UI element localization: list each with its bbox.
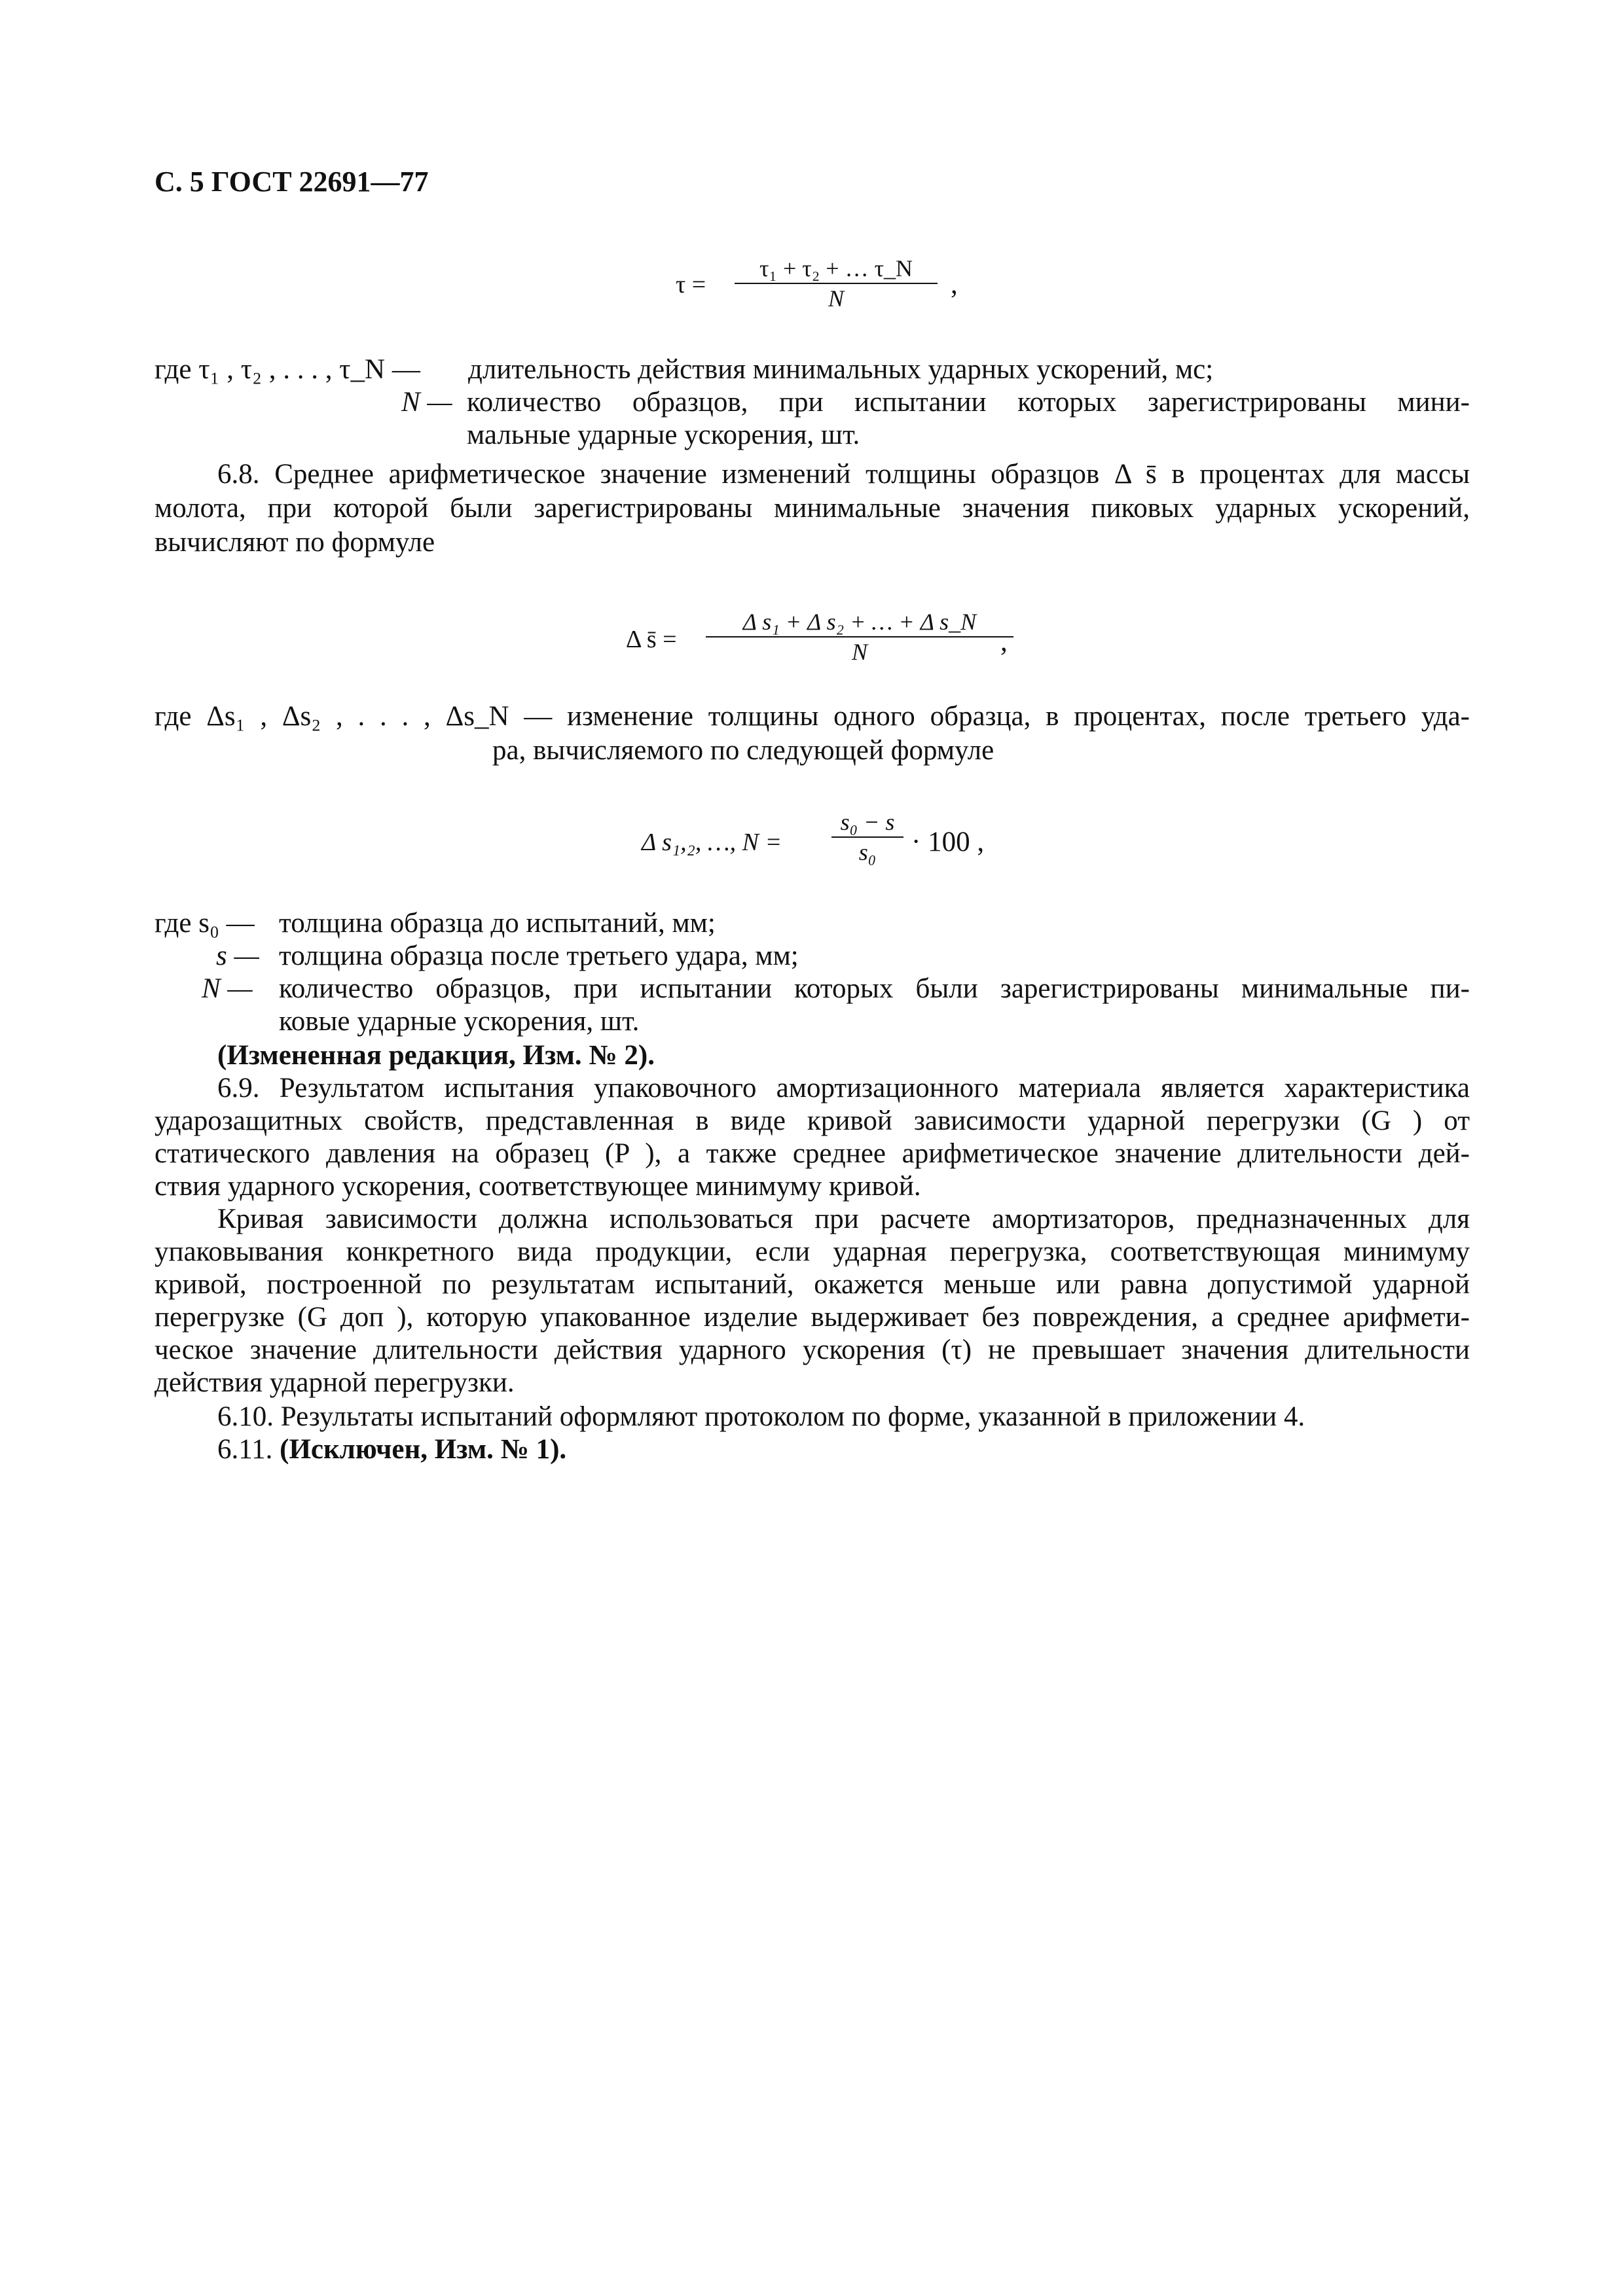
p69-line2: ударозащитных свойств, представленная в виде кривой зависимости ударной перегрузки (G ) от	[155, 1105, 1470, 1136]
where-n-desc-line2: мальные ударные ускорения, шт.	[467, 420, 860, 450]
p611-excluded-note: (Исключен, Изм. № 1).	[280, 1434, 567, 1465]
p68-line3: вычисляют по формуле	[155, 527, 435, 558]
p69b-line5: ческое значение длительности действия ударного ускорения (τ) не превышает значения длительности	[155, 1335, 1470, 1365]
p69-line4: ствия ударного ускорения, соответствующее минимуму кривой.	[155, 1171, 921, 1202]
where-tau-lead: где τ₁ , τ₂ , . . . , τ_N —	[155, 354, 420, 385]
formula-ds-denominator: N	[851, 639, 867, 665]
formula-tau-fraction	[735, 254, 938, 313]
page-header: С. 5 ГОСТ 22691—77	[155, 166, 429, 198]
where-s0-desc: толщина образца до испытаний, мм;	[279, 908, 716, 939]
formula-ds-numerator: Δ s₁ + Δ s₂ + … + Δ s_N	[742, 609, 977, 635]
where-ds-line1: где Δs₁ , Δs₂ , . . . , Δs_N — изменение толщины одного образца, в процентах, после третьего уда-	[155, 701, 1470, 732]
where-n-desc-line1: количество образцов, при испытании которых зарегистрированы мини-	[467, 387, 1470, 418]
p69-line1: 6.9. Результатом испытания упаковочного амортизационного материала является характеристика	[217, 1073, 1470, 1103]
formula-tau-tail: ,	[951, 269, 958, 300]
where-s-desc: толщина образца после третьего удара, мм;	[279, 941, 799, 971]
p68-line1: 6.8. Среднее арифметическое значение изменений толщины образцов Δ s̄ в процентах для массы	[217, 459, 1470, 490]
p68-line2: молота, при которой были зарегистрированы минимальные значения пиковых ударных ускорений,	[155, 493, 1470, 524]
formula-dsi-numerator: s₀ − s	[840, 809, 895, 835]
where-n2-symbol: N —	[202, 973, 253, 1004]
formula-dsi-lhs: Δ s₁,₂, …, N =	[642, 829, 782, 856]
p610: 6.10. Результаты испытаний оформляют протоколом по форме, указанной в приложении 4.	[217, 1401, 1305, 1432]
where-n-symbol: N —	[401, 387, 452, 418]
amendment-note-2: (Измененная редакция, Изм. № 2).	[217, 1040, 655, 1071]
formula-ds-lhs: Δ s̄ =	[626, 626, 677, 653]
where-ds-line2: ра, вычисляемого по следующей формуле	[492, 735, 994, 766]
where-n2-desc-line2: ковые ударные ускорения, шт.	[279, 1006, 640, 1037]
p69b-line2: упаковывания конкретного вида продукции, если ударная перегрузка, соответствующая минимуму	[155, 1236, 1470, 1267]
p69b-line1: Кривая зависимости должна использоваться при расчете амортизаторов, предназначенных для	[217, 1204, 1470, 1234]
formula-tau-lhs: τ =	[676, 271, 706, 298]
formula-ds-fraction	[706, 607, 1013, 666]
where-s0-symbol: где s₀ —	[155, 908, 255, 939]
where-tau-desc: длительность действия минимальных ударных ускорений, мс;	[468, 354, 1214, 385]
p69b-line4: перегрузке (G доп ), которую упакованное изделие выдерживает без повреждения, а среднее арифмети-	[155, 1302, 1470, 1333]
formula-tau-denominator: N	[828, 285, 844, 312]
where-n2-desc-line1: количество образцов, при испытании которых были зарегистрированы минимальные пи-	[279, 973, 1470, 1004]
formula-dsi-tail: · 100 ,	[911, 827, 985, 857]
p69-line3: статического давления на образец (P ), а также среднее арифметическое значение длительности дей-	[155, 1138, 1470, 1169]
formula-dsi-denominator: s₀	[858, 839, 877, 865]
formula-tau-numerator: τ₁ + τ₂ + … τ_N	[759, 255, 913, 281]
p611	[217, 1433, 566, 1466]
formula-dsi-fraction	[831, 808, 903, 867]
formula-ds-tail: ,	[1000, 626, 1008, 657]
where-s-symbol: s —	[216, 941, 259, 971]
p611-number: 6.11.	[217, 1434, 273, 1465]
p69b-line6: действия ударной перегрузки.	[155, 1367, 515, 1398]
p69b-line3: кривой, построенной по результатам испытаний, окажется меньше или равна допустимой ударной	[155, 1269, 1470, 1300]
